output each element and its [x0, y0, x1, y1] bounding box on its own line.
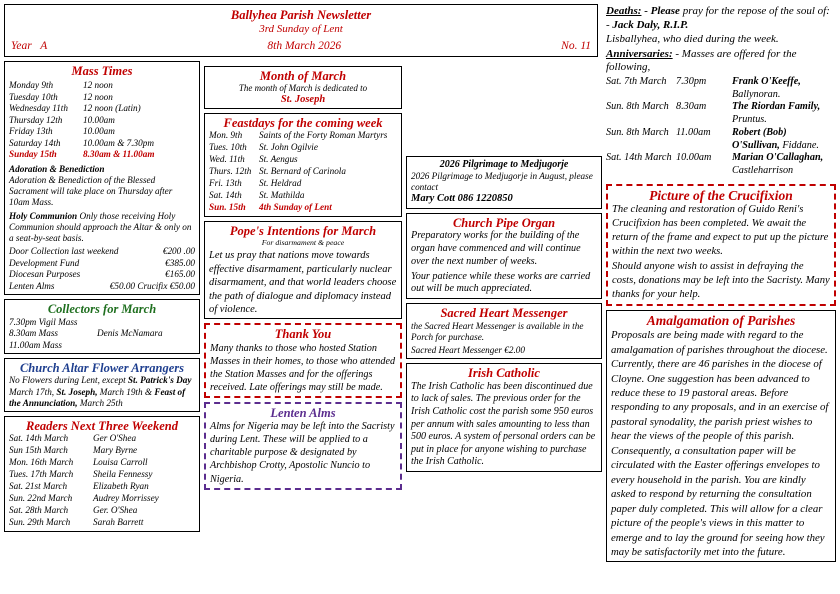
table-row [9, 103, 195, 115]
anniv-place: Castleharrison [732, 165, 794, 177]
thank-you-box [204, 323, 402, 398]
readers-heading: Readers Next Three Weekend [26, 419, 178, 434]
mass-day: Thursday 12th [9, 114, 63, 125]
column-second [204, 4, 402, 590]
table-row [606, 152, 836, 178]
crucifix-box [606, 184, 836, 306]
table-row [9, 433, 195, 445]
table-row [209, 178, 397, 190]
collector-name [97, 317, 195, 329]
collector-time: 8.30am Mass [9, 328, 59, 339]
reader-date: Sat. 28th March [9, 505, 69, 516]
deaths-body: pray for the repose of the soul of: - [606, 5, 830, 32]
collectors-heading: Collectors for March [47, 302, 157, 317]
table-row [9, 340, 195, 352]
deaths-block [606, 4, 836, 33]
deaths-lead: - Please [644, 5, 680, 17]
table-row [9, 328, 195, 340]
masthead-subtitle: 3rd Sunday of Lent [259, 23, 343, 35]
reader-date: Tues. 17th March [9, 469, 74, 480]
deaths-name: Jack Daly, R.I.P. [612, 19, 689, 32]
anniv-time: 8.30am [676, 101, 707, 113]
collection-value: €200 .00 [162, 246, 195, 257]
anniv-place: Pruntus. [732, 114, 767, 126]
collections-list [9, 246, 195, 292]
masthead-title: Ballyhea Parish Newsletter [230, 8, 372, 22]
reader-date: Sun. 29th March [9, 517, 71, 528]
collection-value: €165.00 [165, 269, 195, 280]
column-right [606, 4, 836, 590]
reader-date: Sat. 14th March [9, 433, 69, 444]
readers-box [4, 416, 200, 532]
feast-saint: St. John Ogilvie [259, 142, 318, 153]
anniversaries-heading: Anniversaries: [606, 48, 673, 60]
anniv-time: 7.30pm [676, 75, 707, 87]
reader-name: Ger O'Shea [93, 433, 137, 444]
month-of-march-box [204, 66, 402, 109]
collection-row [9, 281, 195, 293]
table-row [209, 202, 397, 214]
month-of-march-line2: St. Joseph [280, 93, 326, 105]
table-row [9, 445, 195, 457]
deaths-anniversaries-box [606, 4, 836, 178]
feastdays-box [204, 113, 402, 217]
pilgrimage-heading: 2026 Pilgrimage to Medjugorje [439, 159, 569, 170]
reader-name: Elizabeth Ryan [93, 481, 149, 492]
reader-name: Ger. O'Shea [93, 505, 138, 516]
collection-row [9, 258, 195, 270]
reader-date: Sat. 21st March [9, 481, 68, 492]
holy-communion-text: Only those receiving Holy Communion should approach the Altar & only on a seat-by-seat basis. [9, 210, 192, 243]
mass-times-list [9, 80, 195, 161]
thank-you-body: Many thanks to those who hosted Station Masses in their homes, to those who attended the Station Masses and for the offerings received. Late offerings may still be made. [210, 342, 396, 393]
table-row [606, 101, 836, 127]
table-row [209, 142, 397, 154]
mass-time: 12 noon (Latin) [83, 103, 141, 114]
popes-intentions-heading: Pope's Intentions for March [229, 223, 377, 238]
adoration-text: Adoration & Benediction of the Blessed Sacrament will take place on Thursday after 10am Mass. [9, 174, 173, 208]
anniv-name: The Riordan Family, [732, 101, 821, 113]
table-row [9, 317, 195, 329]
flowers-line1-post: March 17th, [9, 386, 55, 397]
irish-catholic-heading: Irish Catholic [468, 366, 540, 381]
lenten-alms-body: Alms for Nigeria may be left into the Sacristy during Lent. These will be applied to a charitable purpose & designated by Archbishop Crotty, Apostolic Nuncio to Nigeria. [210, 421, 395, 485]
pilgrimage-box [406, 156, 602, 209]
reader-name: Louisa Carroll [93, 457, 148, 468]
popes-intentions-subheading: For disarmament & peace [261, 238, 345, 248]
reader-name: Sheila Fennessy [93, 469, 153, 480]
anniv-date: Sun. 8th March [606, 126, 669, 138]
month-of-march-heading: Month of March [259, 69, 347, 83]
feast-day: Wed. 11th [209, 154, 245, 165]
flowers-line3-post: March 25th [77, 397, 123, 408]
feast-day: Thurs. 12th [209, 166, 252, 177]
holy-communion-label: Holy Communion [9, 210, 78, 221]
sacred-heart-heading: Sacred Heart Messenger [440, 306, 568, 321]
feast-day: Mon. 9th [209, 130, 243, 141]
amalgamation-heading: Amalgamation of Parishes [646, 312, 796, 328]
sacred-heart-body: the Sacred Heart Messenger is available in the Porch for purchase. [411, 320, 584, 342]
table-row [606, 76, 836, 102]
masthead-date: 8th March 2026 [267, 39, 342, 52]
collector-name [97, 340, 195, 352]
masthead-number: No. 11 [561, 39, 591, 52]
collection-value: €50.00 Crucifix €50.00 [109, 280, 195, 291]
column-layout [4, 4, 836, 590]
anniv-name: Robert (Bob) O'Sullivan, [732, 126, 787, 151]
anniv-time: 11.00am [676, 126, 711, 138]
lenten-alms-box [204, 402, 402, 490]
anniv-name: Frank O'Keeffe, [732, 75, 801, 87]
table-row [209, 130, 397, 142]
sacred-heart-price: Sacred Heart Messenger €2.00 [411, 345, 525, 356]
anniv-name: Marian O'Callaghan, [732, 152, 824, 164]
irish-catholic-box [406, 363, 602, 472]
collection-label: Door Collection last weekend [9, 246, 119, 257]
flower-arrangers-box [4, 358, 200, 412]
table-row [209, 154, 397, 166]
anniversaries-block [606, 48, 836, 75]
masthead-year-label: Year [11, 39, 32, 52]
mass-day: Monday 9th [9, 80, 54, 91]
deaths-line2: Lisballyhea, who died during the week. [606, 32, 779, 45]
masthead-year-value: A [40, 39, 48, 52]
flowers-line1-pre: No Flowers during Lent, except [9, 375, 128, 386]
feastdays-heading: Feastdays for the coming week [223, 115, 383, 130]
table-row [606, 127, 836, 153]
anniv-date: Sat. 7th March [606, 75, 667, 87]
table-row [9, 469, 195, 481]
lenten-alms-heading: Lenten Alms [270, 405, 336, 420]
adoration-heading: Adoration & Benediction [9, 163, 105, 174]
month-of-march-line1: The month of March is dedicated to [238, 83, 368, 94]
feast-day: Fri. 13th [209, 177, 242, 188]
table-row [209, 166, 397, 178]
table-row [9, 481, 195, 493]
reader-date: Mon. 16th March [9, 457, 74, 468]
mass-time: 8.30am & 11.00am [83, 149, 155, 160]
anniv-time: 10.00am [676, 152, 712, 164]
flowers-line2-post: March 19th & [97, 386, 153, 397]
popes-intentions-box [204, 221, 402, 320]
pipe-organ-heading: Church Pipe Organ [452, 215, 556, 230]
table-row [9, 80, 195, 92]
amalgamation-box [606, 310, 836, 563]
flowers-line1-bold: St. Patrick's Day [127, 375, 192, 386]
reader-name: Audrey Morrissey [93, 493, 159, 504]
table-row [9, 457, 195, 469]
pipe-organ-body: Preparatory works for the building of the organ have commenced and will continue over the next number of weeks. [411, 230, 581, 267]
holy-communion-block [9, 211, 195, 245]
feast-day: Sun. 15th [209, 201, 246, 212]
mass-day: Friday 13th [9, 126, 53, 137]
collector-name: Denis McNamara [97, 328, 163, 339]
collection-value: €385.00 [165, 257, 195, 268]
feast-day: Tues. 10th [209, 142, 247, 153]
mass-time: 12 noon [83, 91, 113, 102]
mass-day: Sunday 15th [9, 149, 57, 160]
mass-day: Wednesday 11th [9, 103, 68, 114]
table-row [9, 92, 195, 104]
anniversaries-subtitle: - Masses are offered for the following, [606, 48, 797, 74]
flowers-line2-bold: St. Joseph, [56, 386, 98, 397]
column-third [406, 4, 602, 590]
amalgamation-body: Proposals are being made with regard to the amalgamation of parishes throughout the diocese. Currently, there are 46 parishes in the diocese of Cloyne. One suggestion has been advanced to reduce these to 19 pastoral areas. Before responding to any proposals, and in an exercise of pastoral synodality, the parish priest wishes to hear the views of the people of this parish. Consequently, a consultation paper will be circulated with the Easter offerings envelopes to every household in the parish. You are kindly asked to respond by returning the consultation paper duly completed. This will allow for a clear picture of the people's views in this matter to emerge and to lay the ground for seeing how they may be satisfactorily met into the future. [611, 329, 829, 558]
table-row [9, 493, 195, 505]
thank-you-heading: Thank You [274, 327, 332, 342]
reader-name: Sarah Barrett [93, 517, 144, 528]
crucifix-heading: Picture of the Crucifixion [649, 187, 793, 203]
table-row [209, 190, 397, 202]
feast-day: Sat. 14th [209, 189, 242, 200]
deaths-heading: Deaths: [606, 5, 642, 17]
anniv-place: Fiddane. [782, 139, 819, 151]
collection-label: Lenten Alms [9, 280, 55, 291]
mass-times-box [4, 61, 200, 295]
feast-saint: St. Mathilda [259, 189, 305, 200]
feast-saint: 4th Sunday of Lent [259, 201, 332, 212]
mass-time: 12 noon [83, 80, 113, 91]
popes-intentions-body: Let us pray that nations move towards effective disarmament, particularly nuclear disarmament, and that world leaders choose the path of dialogue and diplomacy instead of violence. [209, 250, 397, 315]
table-row [9, 138, 195, 150]
collector-time: 11.00am Mass [9, 339, 62, 350]
pilgrimage-body: 2026 Pilgrimage to Medjugorje in August, please contact [411, 170, 593, 192]
flower-arrangers-heading: Church Altar Flower Arrangers [19, 361, 185, 376]
anniv-date: Sat. 14th March [606, 152, 672, 164]
table-row [9, 115, 195, 127]
collection-row [9, 246, 195, 258]
collection-label: Development Fund [9, 257, 80, 268]
table-row [9, 517, 195, 529]
sacred-heart-box [406, 303, 602, 359]
table-row [9, 149, 195, 161]
table-row [9, 126, 195, 138]
reader-name: Mary Byrne [93, 445, 138, 456]
table-row [9, 505, 195, 517]
collection-row [9, 269, 195, 281]
pilgrimage-contact: Mary Cott 086 1220850 [411, 192, 513, 204]
mass-times-heading: Mass Times [71, 63, 133, 78]
spacer [406, 66, 602, 112]
feast-saint: St. Bernard of Carinola [259, 166, 346, 177]
crucifix-body2: Should anyone wish to assist in defraying the costs, donations may be left into the Sacristy. Many thanks for your help. [612, 261, 830, 300]
pipe-organ-body2: Your patience while these works are carried out will be much appreciated. [411, 270, 591, 295]
flower-arrangers-text [9, 375, 195, 409]
mass-time: 10.00am & 7.30pm [83, 137, 154, 148]
pipe-organ-box [406, 213, 602, 300]
reader-date: Sun 15th March [9, 445, 68, 456]
mass-day: Saturday 14th [9, 137, 61, 148]
collection-label: Diocesan Purposes [9, 269, 81, 280]
anniv-date: Sun. 8th March [606, 101, 669, 113]
mass-day: Tuesday 10th [9, 91, 58, 102]
irish-catholic-body: The Irish Catholic has been discontinued due to lack of sales. The previous order for the Irish Catholic cost the parish some 950 euros per annum with sales amounting to less than 500 euros. A system of personal orders can be put in place for anyone wishing to purchase the Irish Catholic. [411, 380, 596, 468]
crucifix-body: The cleaning and restoration of Guido Reni's Crucifixion has been completed. We await the return of the frame and expect to put up the picture within the next two weeks. [612, 204, 829, 257]
collectors-box [4, 299, 200, 354]
feast-saint: St. Aengus [259, 154, 298, 165]
flowers-line3-bold: Feast of the Annunciation, [9, 386, 186, 408]
mass-time: 10.00am [83, 126, 115, 137]
collector-time: 7.30pm Vigil Mass [9, 316, 78, 327]
feast-saint: Saints of the Forty Roman Martyrs [259, 130, 388, 141]
reader-date: Sun. 22nd March [9, 493, 73, 504]
mass-time: 10.00am [83, 114, 115, 125]
anniv-place: Ballynoran. [732, 88, 781, 100]
feast-saint: St. Heldrad [259, 177, 302, 188]
